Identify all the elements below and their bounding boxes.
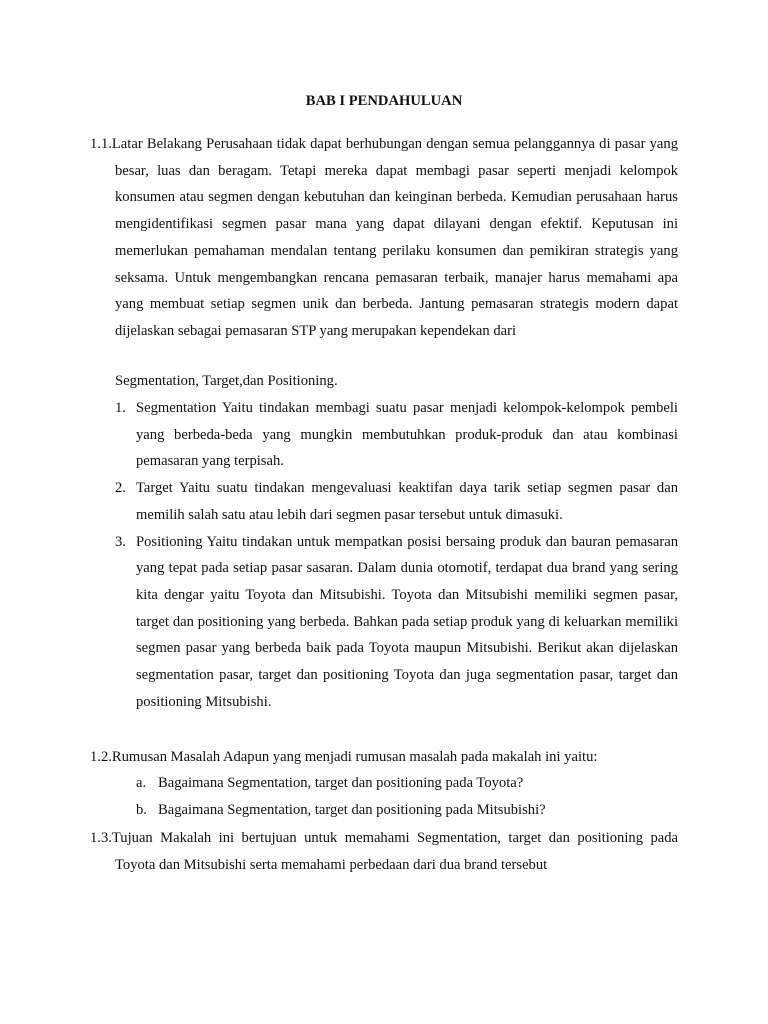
- list-item-letter: a.: [136, 775, 147, 791]
- section-1-1: [90, 131, 678, 345]
- list-item: [136, 797, 546, 824]
- list-item: [115, 529, 678, 716]
- list-item-number: 1.: [115, 400, 126, 416]
- page-title: BAB I PENDAHULUAN: [305, 93, 463, 109]
- list-item: [115, 475, 678, 528]
- list-item-number: 3.: [115, 533, 126, 550]
- list-item-text: Positioning Yaitu tindakan untuk mempatkan posisi bersaing produk dan bauran pemasaran yang tepat pada setiap pasar sasaran. Dalam dunia otomotif, terdapat dua brand yang sering kita dengar yaitu Toyota dan Mitsubishi. Toyota dan Mitsubishi memiliki segmen pasar, target dan positioning yang berbeda. Bahkan pada setiap produk yang di keluarkan memiliki segmen pasar yang berbeda baik pada Toyota maupun Mitsubishi. Berikut akan dijelaskan segmentation pasar, target dan positioning Toyota dan juga segmentation pasar, target dan positioning Mitsubishi.: [136, 533, 678, 710]
- list-item: [115, 395, 678, 475]
- list-item-text: Segmentation Yaitu tindakan membagi suatu pasar menjadi kelompok-kelompok pembeli yang berbeda-beda yang mungkin membutuhkan produk-produk dan atau kombinasi pemasaran yang terpisah.: [136, 400, 678, 470]
- stp-list: [115, 395, 678, 715]
- list-item-text: Bagaimana Segmentation, target dan positioning pada Toyota?: [158, 775, 524, 791]
- list-item: [136, 770, 546, 797]
- stp-intro: Segmentation, Target,dan Positioning.: [115, 373, 338, 389]
- list-item-text: Target Yaitu suatu tindakan mengevaluasi keaktifan daya tarik setiap segmen pasar dan memilih salah satu atau lebih dari segmen pasar tersebut untuk dimasuki.: [136, 480, 678, 523]
- section-1-1-paragraph: 1.1.Latar Belakang Perusahaan tidak dapat berhubungan dengan semua pelanggannya di pasar yang besar, luas dan beragam. Tetapi mereka dapat membagi pasar seperti menjadi kelompok konsumen atau segmen dengan kebutuhan dan keinginan berbeda. Kemudian perusahaan harus mengidentifikasi segmen pasar mana yang dapat dilayani dengan efektif. Keputusan ini memerlukan pemahaman mendalan tentang perilaku konsumen dan pemikiran strategis yang seksama. Untuk mengembangkan rencana pemasaran terbaik, manajer harus memahami apa yang membuat setiap segmen unik dan berbeda. Jantung pemasaran strategis modern dapat dijelaskan sebagai pemasaran STP yang merupakan kependekan dari: [90, 136, 678, 339]
- list-item-number: 2.: [115, 480, 126, 497]
- section-1-2: [90, 744, 678, 771]
- list-item-text: Bagaimana Segmentation, target dan positioning pada Mitsubishi?: [158, 802, 546, 818]
- list-item-letter: b.: [136, 802, 147, 818]
- section-1-3-paragraph: 1.3.Tujuan Makalah ini bertujuan untuk memahami Segmentation, target dan positioning pada Toyota dan Mitsubishi serta memahami perbedaan dari dua brand tersebut: [90, 830, 678, 873]
- section-1-2-paragraph: 1.2.Rumusan Masalah Adapun yang menjadi rumusan masalah pada makalah ini yaitu:: [90, 749, 598, 765]
- question-list: [136, 770, 546, 824]
- section-1-3: [90, 825, 678, 878]
